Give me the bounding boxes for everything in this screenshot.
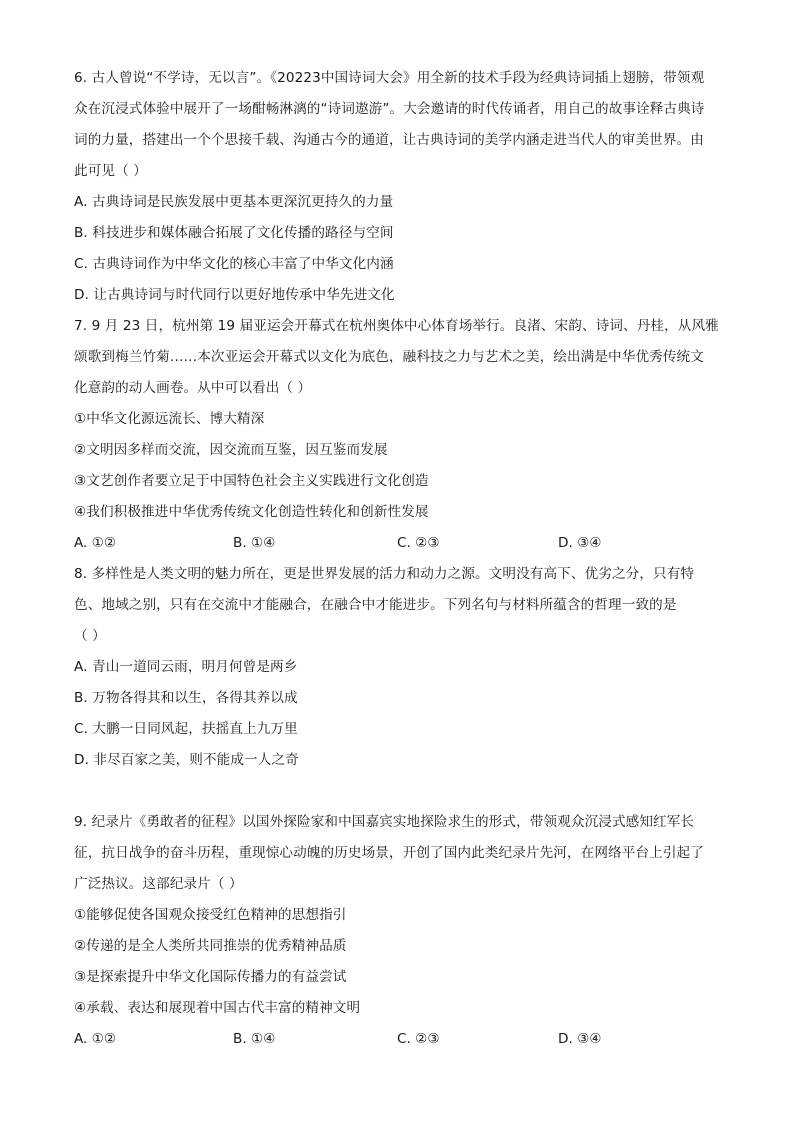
q7-stem-line-2: 颂歌到梅兰竹菊……本次亚运会开幕式以文化为底色，融科技之力与艺术之美，绘出满是中华优秀传统文: [74, 349, 704, 365]
q6-stem-line-2: 众在沉浸式体验中展开了一场酣畅淋漓的“诗词遨游”。大会邀请的时代传诵者，用自己的故事诠释古典诗: [74, 101, 705, 117]
q9-stem-line-1: 9. 纪录片《勇敢者的征程》以国外探险家和中国嘉宾实地探险求生的形式，带领观众沉浸式感知红军长: [74, 814, 695, 830]
q9-choice-b: B. ①④: [233, 1031, 276, 1047]
q7-statement-1: ①中华文化源远流长、博大精深: [74, 411, 265, 427]
q6-option-d: D. 让古典诗词与时代同行以更好地传承中华先进文化: [74, 287, 395, 303]
q7-statement-2: ②文明因多样而交流，因交流而互鉴，因互鉴而发展: [74, 442, 388, 458]
q9-choice-a: A. ①②: [74, 1031, 117, 1047]
q8-option-c: C. 大鹏一日同风起，扶摇直上九万里: [74, 721, 298, 737]
q6-option-a: A. 古典诗词是民族发展中更基本更深沉更持久的力量: [74, 194, 394, 210]
q6-option-c: C. 古典诗词作为中华文化的核心丰富了中华文化内涵: [74, 256, 394, 272]
q7-choice-d: D. ③④: [558, 535, 602, 551]
q8-stem-line-3: （ ）: [74, 628, 106, 644]
q9-stem-line-3: 广泛热议。这部纪录片（ ）: [74, 876, 243, 892]
q7-statement-3: ③文艺创作者要立足于中国特色社会主义实践进行文化创造: [74, 473, 429, 489]
q8-stem-line-1: 8. 多样性是人类文明的魅力所在，更是世界发展的活力和动力之源。文明没有高下、优劣之分，只有特: [74, 566, 695, 582]
q6-option-b: B. 科技进步和媒体融合拓展了文化传播的路径与空间: [74, 225, 394, 241]
q7-choice-a: A. ①②: [74, 535, 117, 551]
q9-statement-3: ③是探索提升中华文化国际传播力的有益尝试: [74, 969, 347, 985]
q9-choice-d: D. ③④: [558, 1031, 602, 1047]
q6-stem-line-1: 6. 古人曾说“不学诗，无以言”。《20223中国诗词大会》用全新的技术手段为经典诗词插上翅膀，带领观: [74, 70, 705, 86]
q7-choice-b: B. ①④: [233, 535, 276, 551]
q9-statement-2: ②传递的是全人类所共同推崇的优秀精神品质: [74, 938, 347, 954]
q8-option-a: A. 青山一道同云雨，明月何曾是两乡: [74, 659, 298, 675]
q6-stem-line-4: 此可见（ ）: [74, 163, 147, 179]
q6-stem-line-3: 词的力量，搭建出一个个思接千载、沟通古今的通道，让古典诗词的美学内涵走进当代人的审美世界。由: [74, 132, 704, 148]
q8-option-b: B. 万物各得其和以生，各得其养以成: [74, 690, 298, 706]
q8-stem-line-2: 色、地域之别，只有在交流中才能融合，在融合中才能进步。下列名句与材料所蕴含的哲理一致的是: [74, 597, 677, 613]
q7-statement-4: ④我们积极推进中华优秀传统文化创造性转化和创新性发展: [74, 504, 429, 520]
q7-stem-line-1: 7. 9 月 23 日，杭州第 19 届亚运会开幕式在杭州奥体中心体育场举行。良渚、宋韵、诗词、丹桂，从风雅: [74, 318, 719, 334]
q9-stem-line-2: 征，抗日战争的奋斗历程，重现惊心动魄的历史场景，开创了国内此类纪录片先河，在网络平台上引起了: [74, 845, 704, 861]
q9-statement-1: ①能够促使各国观众接受红色精神的思想指引: [74, 907, 347, 923]
q8-option-d: D. 非尽百家之美，则不能成一人之奇: [74, 752, 299, 768]
q9-statement-4: ④承载、表达和展现着中国古代丰富的精神文明: [74, 1000, 361, 1016]
q9-choice-c: C. ②③: [397, 1031, 440, 1047]
q7-stem-line-3: 化意韵的动人画卷。从中可以看出（ ）: [74, 380, 312, 396]
q7-choice-c: C. ②③: [397, 535, 440, 551]
